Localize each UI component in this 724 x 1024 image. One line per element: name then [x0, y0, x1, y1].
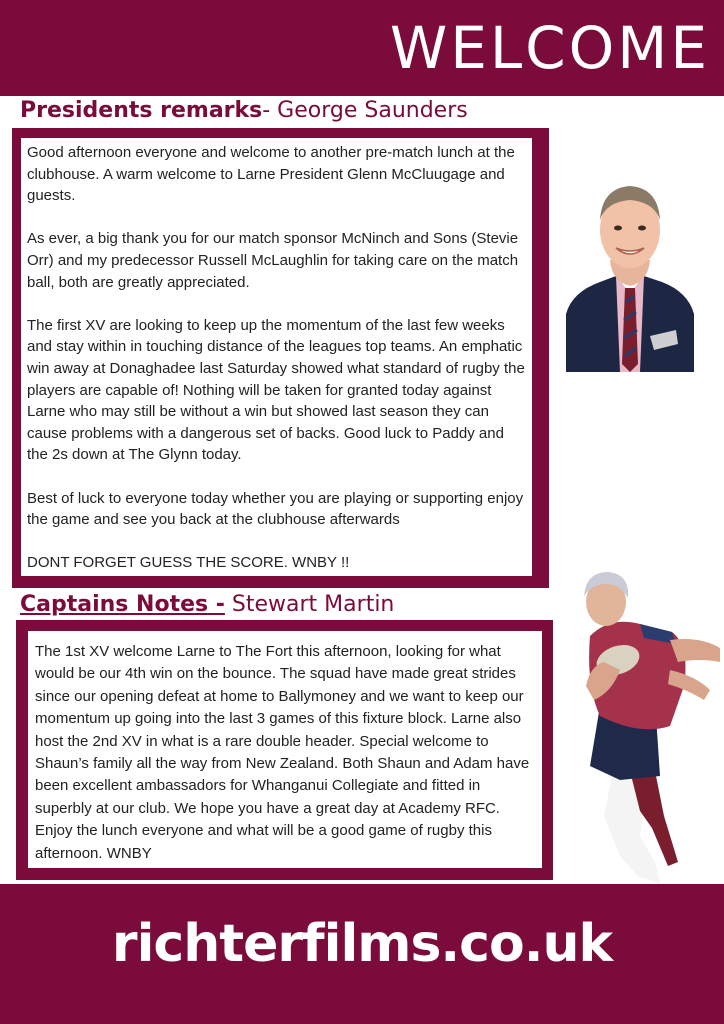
presidents-text-box — [21, 138, 532, 576]
page-title: WELCOME — [389, 14, 710, 82]
presidents-paragraph: Best of luck to everyone today whether you are playing or supporting enjoy the game and see you back at the clubhouse afterwards — [27, 489, 524, 529]
presidents-paragraph: As ever, a big thank you for our match sponsor McNinch and Sons (Stevie Orr) and my predecessor Russell McLaughlin for taking care on the match ball, both are greatly appreciated. — [27, 230, 519, 291]
presidents-heading-label: Presidents remarks — [20, 98, 263, 123]
presidents-paragraph: DONT FORGET GUESS THE SCORE. WNBY !! — [27, 554, 350, 572]
president-portrait-photo — [566, 164, 694, 372]
captains-paragraph: The 1st XV welcome Larne to The Fort this afternoon, looking for what would be our 4th win on the bounce. The squad have made great strides since our opening defeat at home to Ballymoney and we want to keep our momentum up going into the last 3 games of this fixture block. Larne also host the 2nd XV in what is a rare double header. Special welcome to Shaun’s family all the way from New Zealand. Both Shaun and Adam have been excellent ambassadors for Whanganui Collegiate and fitted in superbly at our club. We hope you have a great day at Academy RFC. Enjoy the lunch everyone and what will be a good game of rugby this afternoon. WNBY — [35, 643, 530, 862]
presidents-paragraph: Good afternoon everyone and welcome to another pre-match lunch at the clubhouse. A warm welcome to Larne President Glenn McCluugage and guests. — [27, 144, 515, 205]
captains-heading — [20, 592, 394, 617]
captains-heading-label: Captains Notes - — [20, 592, 225, 617]
footer-site-url: richterfilms.co.uk — [111, 914, 613, 974]
captains-text-box — [28, 631, 542, 868]
presidents-heading-name: - George Saunders — [262, 98, 468, 123]
presidents-paragraph: The first XV are looking to keep up the momentum of the last few weeks and stay within in touching distance of the leagues top teams. An emphatic win away at Donaghadee last Saturday showed what standard of rugby the players are capable of! Nothing will be taken for granted today against Larne who may still be without a win but showed last season they can cause problems with a dangerous set of backs. Good luck to Paddy and the 2s down at The Glynn today. — [27, 316, 525, 464]
presidents-heading — [20, 98, 468, 123]
rugby-player-photo — [560, 566, 724, 886]
captains-heading-name: Stewart Martin — [224, 592, 395, 617]
